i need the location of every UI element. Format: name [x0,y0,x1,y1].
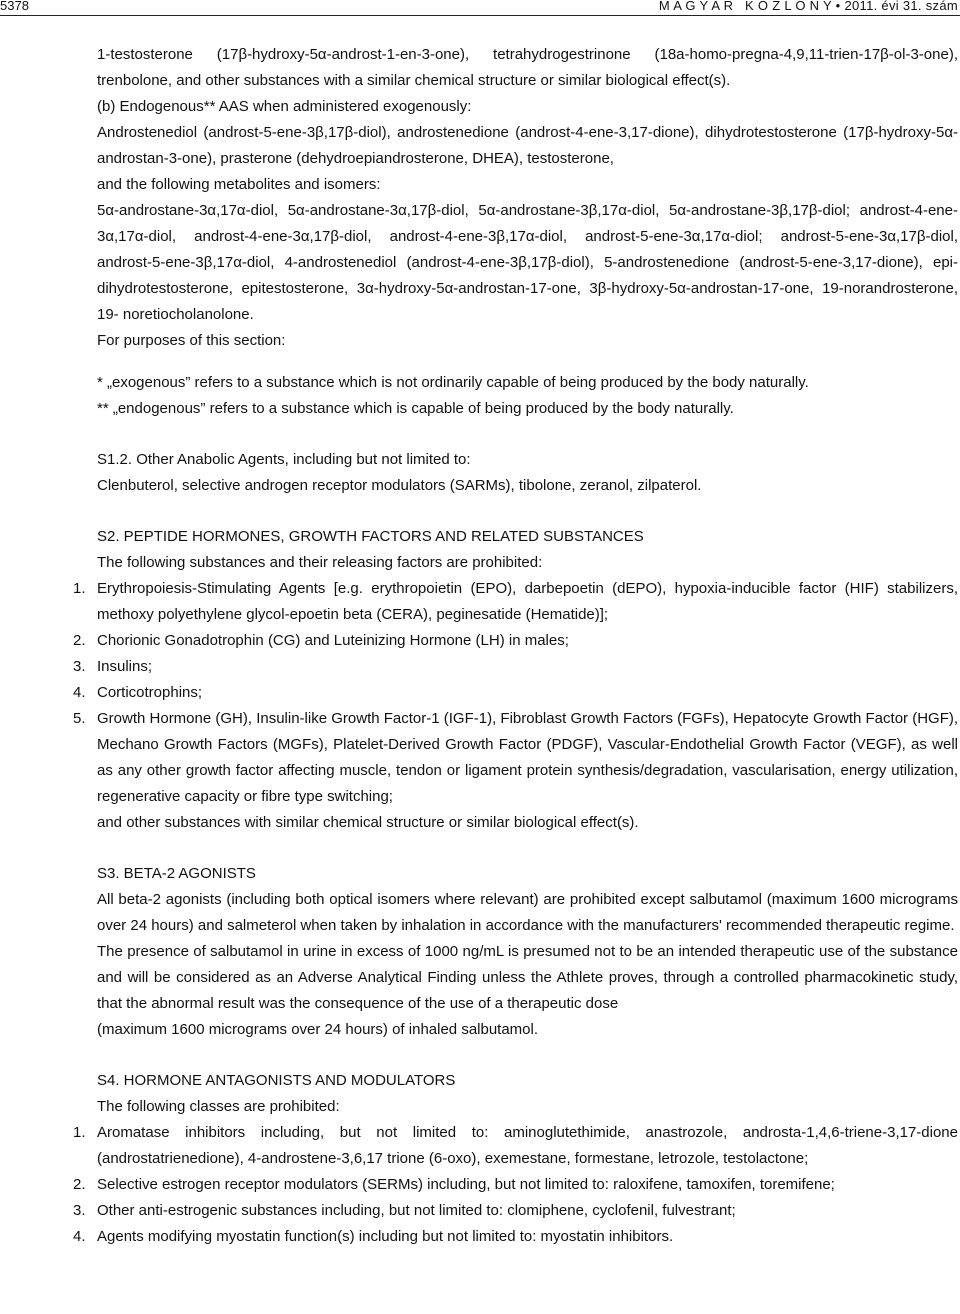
list-item-number: 2. [73,1176,86,1193]
section-s4-heading: S4. HORMONE ANTAGONISTS AND MODULATORS [97,1072,456,1089]
list-item [73,1224,958,1250]
list-item-number: 3. [73,1202,86,1219]
section-s12-heading: S1.2. Other Anabolic Agents, including but not limited to: [97,451,471,468]
section-s3-paragraph-2: The presence of salbutamol in urine in excess of 1000 ng/mL is presumed not to be an intended therapeutic use of the substance and will be considered as an Adverse Analytical Finding unless the Athlete proves, through a controlled pharmacokinetic study, that the abnormal result was the consequence of the use of a therapeutic dose [97,943,958,1012]
list-item-text: Corticotrophins; [97,684,203,701]
page-number: 5378 [0,0,29,13]
list-item-number: 1. [73,1124,86,1141]
paragraph-metabolites-list: 5α-androstane-3α,17α-diol, 5α-androstane-3α,17β-diol, 5α-androstane-3β,17α-diol, 5α-androstane-3β,17β-diol; androst-4-ene-3α,17α-diol, androst-4-ene-3α,17β-diol, androst-4-ene-3β,17α-diol, androst-5-ene-3α,17α-diol; androst-5-ene-3α,17β-diol, androst-5-ene-3β,17α-diol, 4-androstenediol (androst-4-ene-3β,17β-diol), 5-androstenedione (androst-5-ene-3,17-dione), epi-dihydrotestosterone, epitestosterone, 3α-hydroxy-5α-androstan-17-one, 3β-hydroxy-5α-androstan-17-one, 19-norandrosterone, 19- noretiocholanolone. [97,202,958,323]
footnote-exogenous: * „exogenous” refers to a substance which is not ordinarily capable of being produced by the body naturally. [97,374,809,391]
list-item [73,1120,958,1172]
list-item [73,654,958,680]
list-item-text: Growth Hormone (GH), Insulin-like Growth Factor-1 (IGF-1), Fibroblast Growth Factors (FGFs), Hepatocyte Growth Factor (HGF), Mechano Growth Factors (MGFs), Platelet-Derived Growth Factor (PDGF), Vascular-Endothelial Growth Factor (VEGF), as well as any other growth factor affecting muscle, tendon or ligament protein synthesis/degradation, vascularisation, energy utilization, regenerative capacity or fibre type switching; [97,710,959,805]
document-body [73,42,959,1250]
list-item [73,576,958,628]
section-s2-tail: and other substances with similar chemical structure or similar biological effect(s). [97,814,639,831]
section-s2-heading: S2. PEPTIDE HORMONES, GROWTH FACTORS AND RELATED SUBSTANCES [97,528,644,545]
paragraph-endogenous-heading: (b) Endogenous** AAS when administered exogenously: [97,98,472,115]
section-s3-paragraph-1: All beta-2 agonists (including both optical isomers where relevant) are prohibited except salbutamol (maximum 1600 micrograms over 24 hours) and salmeterol when taken by inhalation in accordance with the manufacturers' recommended therapeutic regime. [97,891,958,934]
list-item [73,1172,958,1198]
list-item-text: Agents modifying myostatin function(s) including but not limited to: myostatin inhibitors. [97,1228,674,1245]
list-item-number: 4. [73,684,86,701]
section-s2-intro: The following substances and their releasing factors are prohibited: [97,554,543,571]
list-item-number: 3. [73,658,86,675]
list-item-number: 2. [73,632,86,649]
list-item-text: Selective estrogen receptor modulators (SERMs) including, but not limited to: raloxifene, tamoxifen, toremifene; [97,1176,835,1193]
list-item-text: Erythropoiesis-Stimulating Agents [e.g. erythropoietin (EPO), darbepoetin (dEPO), hypoxia-inducible factor (HIF) stabilizers, methoxy polyethylene glycol-epoetin beta (CERA), peginesatide (Hematide)]; [97,580,958,623]
list-item-text: Aromatase inhibitors including, but not limited to: aminoglutethimide, anastrozole, androsta-1,4,6-triene-3,17-dione (androstatrienedione), 4-androstene-3,6,17 trione (6-oxo), exemestane, formestane, letrozole, testolactone; [97,1124,958,1167]
list-item-number: 4. [73,1228,86,1245]
list-item-text: Other anti-estrogenic substances including, but not limited to: clomiphene, cyclofenil, fulvestrant; [97,1202,736,1219]
page-header [0,0,960,14]
list-item-number: 1. [73,580,86,597]
list-item-number: 5. [73,710,86,727]
paragraph-exogenous-aas: 1-testosterone (17β-hydroxy-5α-androst-1-en-3-one), tetrahydrogestrinone (18a-homo-pregna-4,9,11-trien-17β-ol-3-one), trenbolone, and other substances with a similar chemical structure or similar biological effect(s). [97,46,958,89]
running-header: M A G Y A R K Ö Z L Ö N Y • 2011. évi 31. szám [658,0,958,13]
paragraph-purposes: For purposes of this section: [97,332,286,349]
header-rule [0,15,960,16]
section-s3-paragraph-3: (maximum 1600 micrograms over 24 hours) of inhaled salbutamol. [97,1021,539,1038]
list-item [73,628,958,654]
section-s4-intro: The following classes are prohibited: [97,1098,340,1115]
list-item-text: Chorionic Gonadotrophin (CG) and Luteinizing Hormone (LH) in males; [97,632,569,649]
paragraph-metabolites-intro: and the following metabolites and isomers: [97,176,381,193]
section-s4-list [73,1120,958,1250]
publication-title: M A G Y A R K Ö Z L Ö N Y [658,0,832,13]
section-s2-list [73,576,959,810]
paragraph-endogenous-list: Androstenediol (androst-5-ene-3β,17β-diol), androstenedione (androst-4-ene-3,17-dione), dihydrotestosterone (17β-hydroxy-5α-androstan-3-one), prasterone (dehydroepiandrosterone, DHEA), testosterone, [97,124,958,167]
section-s3-heading: S3. BETA-2 AGONISTS [97,865,256,882]
list-item [73,706,959,810]
list-item [73,1198,958,1224]
list-item-text: Insulins; [97,658,153,675]
issue-label: 2011. évi 31. szám [844,0,958,13]
footnote-endogenous: ** „endogenous” refers to a substance which is capable of being produced by the body naturally. [97,400,734,417]
list-item [73,680,958,706]
section-s12-body: Clenbuterol, selective androgen receptor modulators (SARMs), tibolone, zeranol, zilpaterol. [97,477,702,494]
